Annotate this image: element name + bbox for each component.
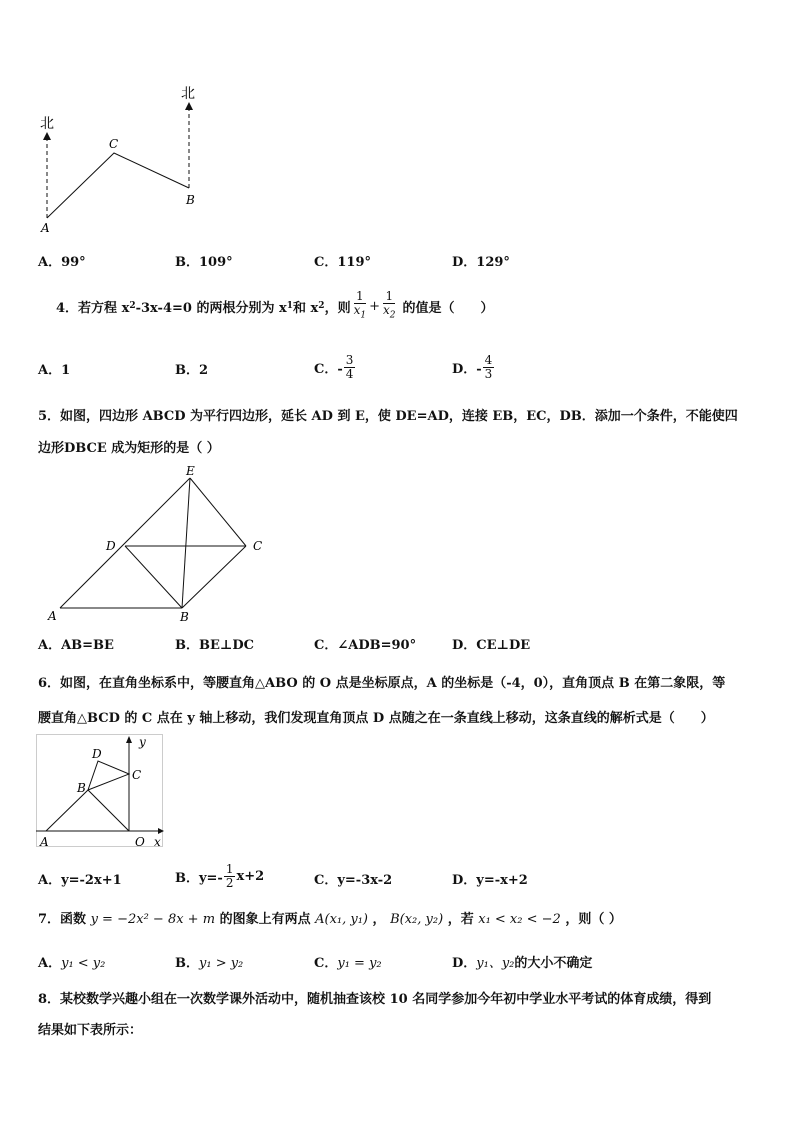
q7-option-c[interactable]: C．y₁ = y₂ (314, 956, 382, 971)
q8-line-2: 结果如下表所示： (38, 1023, 143, 1038)
q5-option-b[interactable]: B．BE⊥DC (175, 638, 254, 653)
q4-option-b[interactable]: B．2 (175, 363, 209, 378)
q5-option-d[interactable]: D．CE⊥DE (452, 638, 531, 653)
q4-option-c[interactable]: C．- $\frac{3}{4}$ (314, 352, 354, 381)
parallelogram-figure (40, 466, 280, 626)
point-b-label: B (186, 193, 195, 207)
q6-option-a[interactable]: A．y=-2x+1 (38, 873, 122, 888)
point-a-label: A (41, 221, 50, 235)
q6-axis-x: x (154, 835, 161, 849)
q6-option-c[interactable]: C．y=-3x-2 (314, 873, 393, 888)
q6-point-c: C (132, 768, 142, 782)
q6-point-b: B (77, 781, 86, 795)
q5-point-c: C (253, 539, 263, 553)
q4-option-d[interactable]: D．- $\frac{4}{3}$ (452, 352, 493, 381)
q6-point-a: A (40, 835, 49, 849)
q3-option-b[interactable]: B．109° (175, 255, 233, 270)
q6-point-d: D (92, 747, 102, 761)
q5-point-a: A (48, 609, 57, 623)
q7-condition: x₁ < x₂ < −2 (478, 912, 561, 927)
q7-function: y = −2x² − 8x + m (90, 912, 216, 927)
coordinate-figure (36, 734, 171, 850)
q6-option-b[interactable]: B．y=- $\frac{1}{2}$ x+2 (175, 861, 265, 890)
q5-line-2: 边形DBCE 成为矩形的是（ ） (38, 441, 220, 456)
q3-option-d[interactable]: D．129° (452, 255, 510, 270)
q4-fraction-1: $\frac{1}{x_1}$ (353, 288, 367, 321)
q6-line-2: 腰直角△BCD 的 C 点在 y 轴上移动，我们发现直角顶点 D 点随之在一条直线上移动，这条直线的解析式是（ ） (38, 711, 714, 726)
point-c-label: C (109, 137, 119, 151)
q5-point-d: D (106, 539, 116, 553)
q5-line-1: 5．如图，四边形 ABCD 为平行四边形，延长 AD 到 E，使 DE=AD，连接 EB，EC，DB．添加一个条件，不能使四 (38, 409, 738, 424)
q6-axis-y: y (139, 735, 146, 749)
north-label-b: 北 (181, 86, 195, 102)
q4-option-c-fraction: $\frac{3}{4}$ (345, 352, 354, 381)
q4-option-a[interactable]: A．1 (38, 363, 71, 378)
q4-question: 4．若方程 x 2 -3x-4=0 的两根分别为 x 1 和 x 2 ，则 $\frac{1}{x_1}$ + $\frac{1}{x_2}$ 的值是（ ） (56, 288, 494, 321)
q4-option-d-fraction: $\frac{4}{3}$ (484, 352, 493, 381)
q3-option-c[interactable]: C．119° (314, 255, 371, 270)
q6-option-b-fraction: $\frac{1}{2}$ (225, 861, 234, 890)
q7-option-d[interactable]: D．y₁、y₂的大小不确定 (452, 956, 593, 971)
q5-option-a[interactable]: A．AB=BE (38, 638, 114, 653)
q6-option-d[interactable]: D．y=-x+2 (452, 873, 528, 888)
q7-point-b: B(x₂, y₂) (390, 912, 444, 927)
q7-option-a[interactable]: A．y₁ < y₂ (38, 956, 106, 971)
q7-question: 7．函数 y = −2x² − 8x + m 的图象上有两点 A(x₁, y₁) ， B(x₂, y₂) ，若 x₁ < x₂ < −2 ，则（ ） (38, 912, 622, 927)
q5-point-e: E (186, 466, 195, 478)
q8-line-1: 8．某校数学兴趣小组在一次数学课外活动中，随机抽查该校 10 名同学参加今年初中学业水平考试的体育成绩，得到 (38, 992, 712, 1007)
q3-option-a[interactable]: A．99° (38, 255, 86, 270)
q7-point-a: A(x₁, y₁) (315, 912, 369, 927)
q5-point-b: B (180, 610, 189, 624)
q5-option-c[interactable]: C．∠ADB=90° (314, 638, 417, 653)
north-label-a: 北 (40, 116, 54, 132)
q7-option-b[interactable]: B．y₁ > y₂ (175, 956, 244, 971)
compass-figure (30, 80, 210, 240)
q6-line-1: 6．如图，在直角坐标系中，等腰直角△ABO 的 O 点是坐标原点，A 的坐标是（-4，0），直角顶点 B 在第二象限，等 (38, 676, 726, 691)
q4-fraction-2: $\frac{1}{x_2}$ (383, 288, 396, 321)
q6-point-o: O (135, 835, 145, 849)
path-acb (47, 153, 189, 218)
